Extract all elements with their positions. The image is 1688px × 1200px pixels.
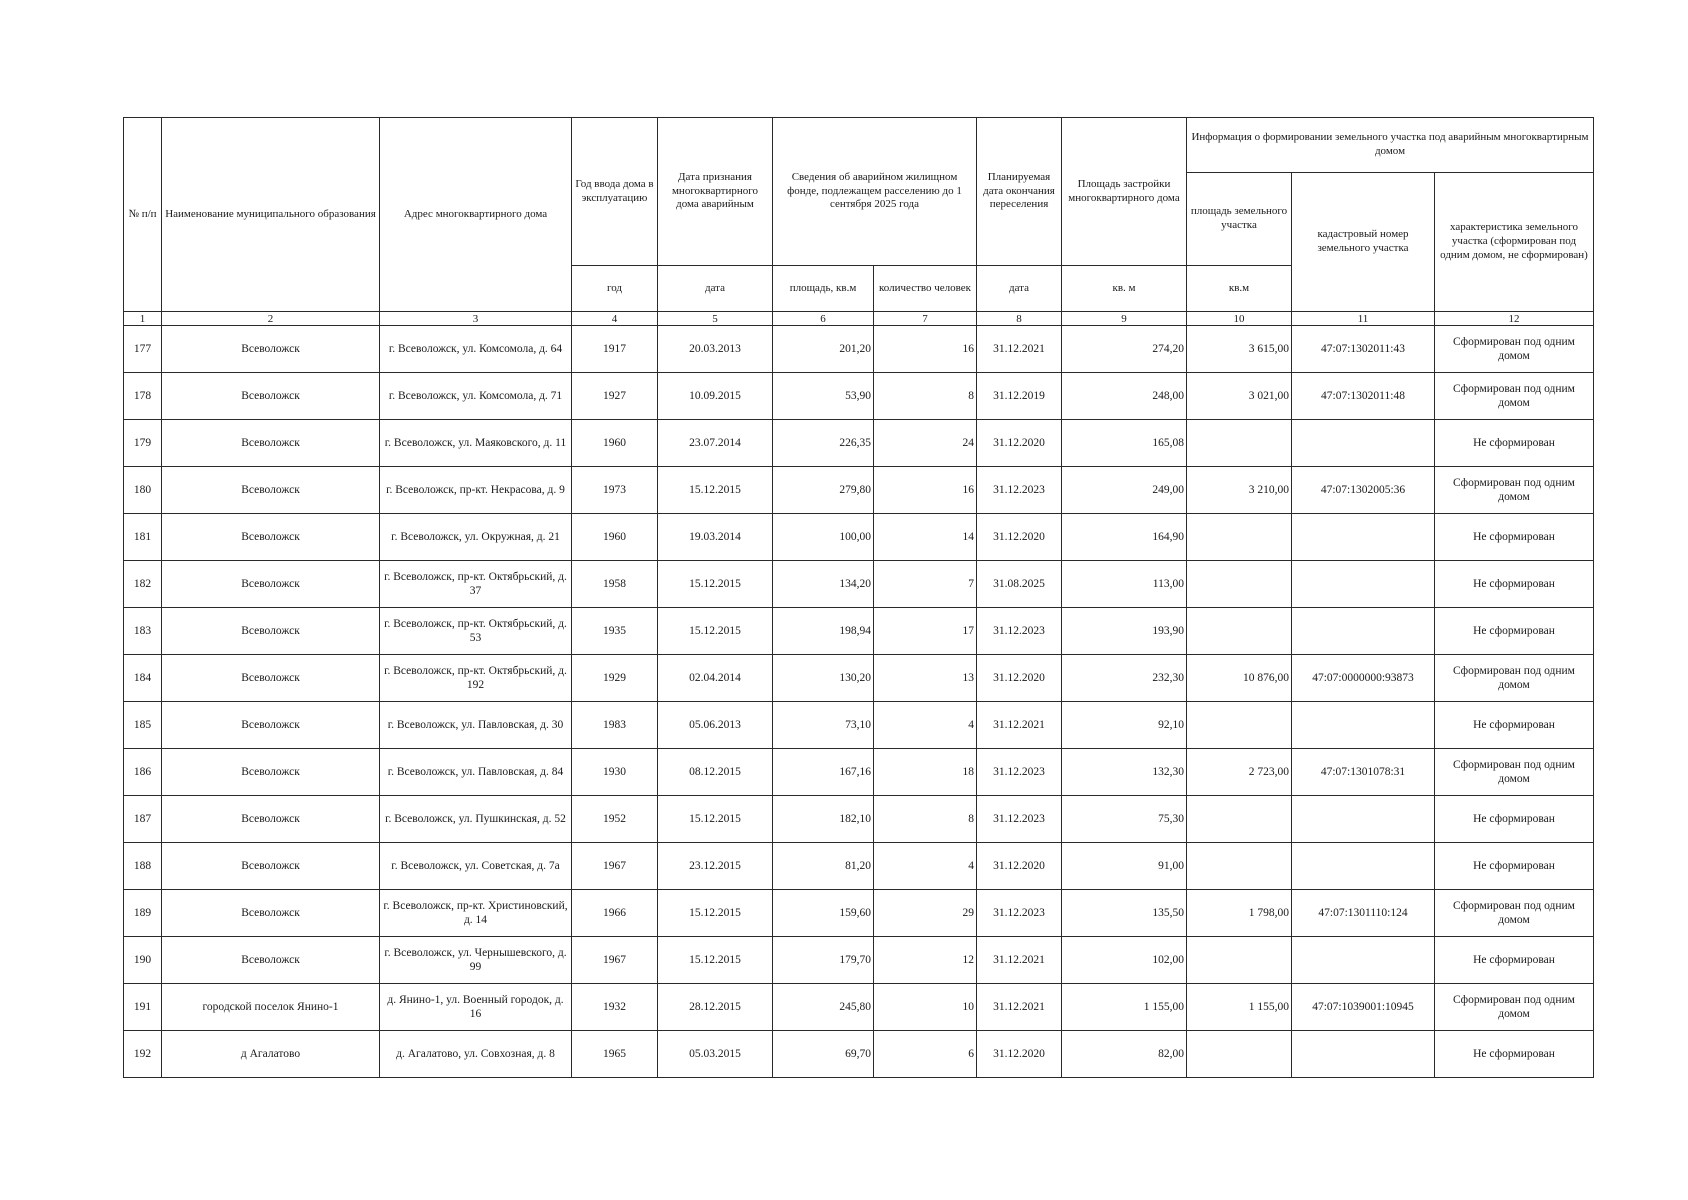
cell-municipality: д Агалатово <box>162 1031 380 1078</box>
table-body <box>124 326 1594 1078</box>
cell-date: 15.12.2015 <box>658 937 773 984</box>
column-number: 9 <box>1062 312 1187 326</box>
cell-num: 181 <box>124 514 162 561</box>
cell-build-area: 164,90 <box>1062 514 1187 561</box>
cell-planned: 31.12.2023 <box>977 749 1062 796</box>
table-row <box>124 420 1594 467</box>
cell-people: 4 <box>874 702 977 749</box>
cell-area: 159,60 <box>773 890 874 937</box>
cell-land-status: Сформирован под одним домом <box>1435 890 1594 937</box>
cell-municipality: Всеволожск <box>162 702 380 749</box>
table-row <box>124 796 1594 843</box>
cell-year: 1932 <box>572 984 658 1031</box>
table-row <box>124 326 1594 373</box>
cell-planned: 31.12.2021 <box>977 937 1062 984</box>
cell-year: 1967 <box>572 937 658 984</box>
cell-land-area <box>1187 420 1292 467</box>
cell-address: г. Всеволожск, пр-кт. Октябрьский, д. 192 <box>380 655 572 702</box>
cell-year: 1927 <box>572 373 658 420</box>
cell-people: 7 <box>874 561 977 608</box>
header-num: № п/п <box>124 118 162 312</box>
cell-municipality: Всеволожск <box>162 373 380 420</box>
unit-planned: дата <box>977 266 1062 312</box>
column-number: 4 <box>572 312 658 326</box>
cell-address: г. Всеволожск, ул. Комсомола, д. 64 <box>380 326 572 373</box>
cell-num: 186 <box>124 749 162 796</box>
cell-year: 1965 <box>572 1031 658 1078</box>
cell-area: 198,94 <box>773 608 874 655</box>
cell-municipality: Всеволожск <box>162 655 380 702</box>
cell-land-status: Не сформирован <box>1435 420 1594 467</box>
cell-area: 73,10 <box>773 702 874 749</box>
header-emergency-fund: Сведения об аварийном жилищном фонде, подлежащем расселению до 1 сентября 2025 года <box>773 118 977 266</box>
unit-land-area: кв.м <box>1187 266 1292 312</box>
cell-people: 14 <box>874 514 977 561</box>
cell-date: 23.12.2015 <box>658 843 773 890</box>
cell-land-status: Сформирован под одним домом <box>1435 984 1594 1031</box>
cell-build-area: 165,08 <box>1062 420 1187 467</box>
cell-cadastral: 47:07:1302005:36 <box>1292 467 1435 514</box>
cell-area: 245,80 <box>773 984 874 1031</box>
cell-build-area: 1 155,00 <box>1062 984 1187 1031</box>
cell-cadastral <box>1292 796 1435 843</box>
table-row <box>124 373 1594 420</box>
header-build-area: Площадь застройки многоквартирного дома <box>1062 118 1187 266</box>
cell-build-area: 248,00 <box>1062 373 1187 420</box>
table-row <box>124 984 1594 1031</box>
cell-num: 189 <box>124 890 162 937</box>
cell-cadastral <box>1292 702 1435 749</box>
table-row <box>124 467 1594 514</box>
cell-num: 184 <box>124 655 162 702</box>
cell-land-status: Сформирован под одним домом <box>1435 326 1594 373</box>
cell-address: г. Всеволожск, ул. Маяковского, д. 11 <box>380 420 572 467</box>
cell-date: 15.12.2015 <box>658 608 773 655</box>
cell-build-area: 113,00 <box>1062 561 1187 608</box>
cell-num: 182 <box>124 561 162 608</box>
cell-year: 1935 <box>572 608 658 655</box>
cell-cadastral <box>1292 420 1435 467</box>
cell-year: 1973 <box>572 467 658 514</box>
cell-cadastral: 47:07:1301110:124 <box>1292 890 1435 937</box>
header-land-info: Информация о формировании земельного участка под аварийным многоквартирным домом <box>1187 118 1594 173</box>
cell-municipality: Всеволожск <box>162 796 380 843</box>
cell-num: 188 <box>124 843 162 890</box>
cell-municipality: Всеволожск <box>162 890 380 937</box>
cell-cadastral: 47:07:1302011:48 <box>1292 373 1435 420</box>
cell-land-area <box>1187 1031 1292 1078</box>
cell-planned: 31.12.2021 <box>977 984 1062 1031</box>
cell-land-area: 10 876,00 <box>1187 655 1292 702</box>
cell-people: 16 <box>874 467 977 514</box>
cell-land-status: Не сформирован <box>1435 561 1594 608</box>
cell-planned: 31.12.2021 <box>977 702 1062 749</box>
cell-municipality: Всеволожск <box>162 608 380 655</box>
cell-land-status: Сформирован под одним домом <box>1435 467 1594 514</box>
header-land-area: площадь земельного участка <box>1187 173 1292 266</box>
column-number: 5 <box>658 312 773 326</box>
cell-cadastral: 47:07:1301078:31 <box>1292 749 1435 796</box>
cell-land-status: Сформирован под одним домом <box>1435 655 1594 702</box>
cell-land-area: 3 210,00 <box>1187 467 1292 514</box>
cell-build-area: 102,00 <box>1062 937 1187 984</box>
table-row <box>124 843 1594 890</box>
cell-cadastral <box>1292 561 1435 608</box>
cell-land-status: Не сформирован <box>1435 514 1594 561</box>
column-number-row <box>124 312 1594 326</box>
column-number: 8 <box>977 312 1062 326</box>
table-row <box>124 749 1594 796</box>
cell-municipality: Всеволожск <box>162 420 380 467</box>
cell-municipality: Всеволожск <box>162 561 380 608</box>
cell-land-area <box>1187 843 1292 890</box>
column-number: 11 <box>1292 312 1435 326</box>
cell-date: 15.12.2015 <box>658 890 773 937</box>
cell-people: 12 <box>874 937 977 984</box>
cell-planned: 31.12.2023 <box>977 890 1062 937</box>
cell-address: д. Агалатово, ул. Совхозная, д. 8 <box>380 1031 572 1078</box>
column-number: 10 <box>1187 312 1292 326</box>
cell-date: 20.03.2013 <box>658 326 773 373</box>
cell-year: 1958 <box>572 561 658 608</box>
cell-address: г. Всеволожск, пр-кт. Октябрьский, д. 53 <box>380 608 572 655</box>
cell-municipality: Всеволожск <box>162 937 380 984</box>
cell-address: г. Всеволожск, ул. Павловская, д. 84 <box>380 749 572 796</box>
cell-planned: 31.12.2020 <box>977 514 1062 561</box>
cell-year: 1917 <box>572 326 658 373</box>
cell-land-status: Не сформирован <box>1435 702 1594 749</box>
cell-cadastral <box>1292 608 1435 655</box>
unit-year: год <box>572 266 658 312</box>
cell-date: 08.12.2015 <box>658 749 773 796</box>
cell-date: 05.06.2013 <box>658 702 773 749</box>
cell-land-status: Сформирован под одним домом <box>1435 749 1594 796</box>
cell-address: г. Всеволожск, ул. Комсомола, д. 71 <box>380 373 572 420</box>
header-municipality: Наименование муниципального образования <box>162 118 380 312</box>
cell-build-area: 132,30 <box>1062 749 1187 796</box>
cell-address: г. Всеволожск, ул. Окружная, д. 21 <box>380 514 572 561</box>
cell-people: 8 <box>874 373 977 420</box>
cell-municipality: Всеволожск <box>162 843 380 890</box>
cell-build-area: 193,90 <box>1062 608 1187 655</box>
header-planned-date: Планируемая дата окончания переселения <box>977 118 1062 266</box>
cell-land-area: 2 723,00 <box>1187 749 1292 796</box>
cell-area: 81,20 <box>773 843 874 890</box>
cell-land-status: Не сформирован <box>1435 608 1594 655</box>
cell-area: 100,00 <box>773 514 874 561</box>
cell-planned: 31.08.2025 <box>977 561 1062 608</box>
cell-build-area: 92,10 <box>1062 702 1187 749</box>
cell-land-area <box>1187 514 1292 561</box>
table-row <box>124 890 1594 937</box>
cell-address: г. Всеволожск, пр-кт. Некрасова, д. 9 <box>380 467 572 514</box>
cell-area: 53,90 <box>773 373 874 420</box>
cell-year: 1960 <box>572 420 658 467</box>
cell-planned: 31.12.2023 <box>977 608 1062 655</box>
cell-area: 130,20 <box>773 655 874 702</box>
cell-people: 4 <box>874 843 977 890</box>
table-row <box>124 1031 1594 1078</box>
cell-cadastral <box>1292 514 1435 561</box>
cell-area: 182,10 <box>773 796 874 843</box>
header-year-built: Год ввода дома в эксплуатацию <box>572 118 658 266</box>
cell-municipality: городской поселок Янино-1 <box>162 984 380 1031</box>
column-number: 6 <box>773 312 874 326</box>
table-row <box>124 608 1594 655</box>
cell-municipality: Всеволожск <box>162 749 380 796</box>
cell-area: 179,70 <box>773 937 874 984</box>
header-recognition-date: Дата признания многоквартирного дома аварийным <box>658 118 773 266</box>
cell-cadastral: 47:07:0000000:93873 <box>1292 655 1435 702</box>
cell-build-area: 274,20 <box>1062 326 1187 373</box>
header-address: Адрес многоквартирного дома <box>380 118 572 312</box>
cell-date: 15.12.2015 <box>658 561 773 608</box>
cell-year: 1967 <box>572 843 658 890</box>
table-row <box>124 655 1594 702</box>
cell-year: 1930 <box>572 749 658 796</box>
cell-address: г. Всеволожск, пр-кт. Христиновский, д. 14 <box>380 890 572 937</box>
cell-year: 1983 <box>572 702 658 749</box>
cell-people: 10 <box>874 984 977 1031</box>
cell-land-area: 1 155,00 <box>1187 984 1292 1031</box>
cell-municipality: Всеволожск <box>162 467 380 514</box>
cell-municipality: Всеволожск <box>162 326 380 373</box>
cell-people: 24 <box>874 420 977 467</box>
cell-build-area: 135,50 <box>1062 890 1187 937</box>
cell-land-area <box>1187 702 1292 749</box>
cell-people: 17 <box>874 608 977 655</box>
cell-cadastral: 47:07:1039001:10945 <box>1292 984 1435 1031</box>
cell-build-area: 75,30 <box>1062 796 1187 843</box>
cell-people: 16 <box>874 326 977 373</box>
cell-date: 28.12.2015 <box>658 984 773 1031</box>
cell-num: 187 <box>124 796 162 843</box>
cell-year: 1929 <box>572 655 658 702</box>
cell-planned: 31.12.2019 <box>977 373 1062 420</box>
cell-area: 69,70 <box>773 1031 874 1078</box>
cell-planned: 31.12.2023 <box>977 467 1062 514</box>
cell-num: 178 <box>124 373 162 420</box>
cell-cadastral <box>1292 1031 1435 1078</box>
cell-build-area: 91,00 <box>1062 843 1187 890</box>
cell-num: 185 <box>124 702 162 749</box>
cell-num: 177 <box>124 326 162 373</box>
cell-num: 191 <box>124 984 162 1031</box>
cell-people: 8 <box>874 796 977 843</box>
cell-date: 15.12.2015 <box>658 467 773 514</box>
column-number: 1 <box>124 312 162 326</box>
cell-planned: 31.12.2020 <box>977 655 1062 702</box>
cell-land-area: 1 798,00 <box>1187 890 1292 937</box>
cell-year: 1966 <box>572 890 658 937</box>
cell-land-area <box>1187 608 1292 655</box>
cell-year: 1952 <box>572 796 658 843</box>
column-number: 2 <box>162 312 380 326</box>
cell-year: 1960 <box>572 514 658 561</box>
emergency-housing-table <box>123 117 1594 1078</box>
cell-planned: 31.12.2021 <box>977 326 1062 373</box>
cell-land-area <box>1187 561 1292 608</box>
cell-land-status: Не сформирован <box>1435 796 1594 843</box>
column-number: 7 <box>874 312 977 326</box>
table-header <box>124 118 1594 326</box>
cell-date: 19.03.2014 <box>658 514 773 561</box>
cell-date: 15.12.2015 <box>658 796 773 843</box>
table-row <box>124 514 1594 561</box>
cell-land-status: Не сформирован <box>1435 937 1594 984</box>
cell-date: 23.07.2014 <box>658 420 773 467</box>
cell-address: г. Всеволожск, ул. Павловская, д. 30 <box>380 702 572 749</box>
cell-address: г. Всеволожск, пр-кт. Октябрьский, д. 37 <box>380 561 572 608</box>
unit-area: площадь, кв.м <box>773 266 874 312</box>
cell-date: 05.03.2015 <box>658 1031 773 1078</box>
cell-area: 279,80 <box>773 467 874 514</box>
cell-build-area: 82,00 <box>1062 1031 1187 1078</box>
cell-num: 192 <box>124 1031 162 1078</box>
cell-people: 18 <box>874 749 977 796</box>
unit-build-area: кв. м <box>1062 266 1187 312</box>
header-land-status: характеристика земельного участка (сформирован под одним домом, не сформирован) <box>1435 173 1594 312</box>
cell-people: 29 <box>874 890 977 937</box>
cell-area: 226,35 <box>773 420 874 467</box>
unit-date: дата <box>658 266 773 312</box>
cell-land-area: 3 021,00 <box>1187 373 1292 420</box>
unit-people: количество человек <box>874 266 977 312</box>
cell-people: 6 <box>874 1031 977 1078</box>
cell-cadastral: 47:07:1302011:43 <box>1292 326 1435 373</box>
cell-land-area: 3 615,00 <box>1187 326 1292 373</box>
table-row <box>124 561 1594 608</box>
cell-build-area: 232,30 <box>1062 655 1187 702</box>
cell-address: д. Янино-1, ул. Военный городок, д. 16 <box>380 984 572 1031</box>
cell-planned: 31.12.2020 <box>977 843 1062 890</box>
cell-area: 167,16 <box>773 749 874 796</box>
cell-num: 179 <box>124 420 162 467</box>
cell-area: 201,20 <box>773 326 874 373</box>
cell-people: 13 <box>874 655 977 702</box>
cell-address: г. Всеволожск, ул. Пушкинская, д. 52 <box>380 796 572 843</box>
cell-land-status: Не сформирован <box>1435 1031 1594 1078</box>
cell-cadastral <box>1292 937 1435 984</box>
cell-planned: 31.12.2020 <box>977 420 1062 467</box>
cell-address: г. Всеволожск, ул. Чернышевского, д. 99 <box>380 937 572 984</box>
cell-municipality: Всеволожск <box>162 514 380 561</box>
cell-build-area: 249,00 <box>1062 467 1187 514</box>
cell-num: 190 <box>124 937 162 984</box>
cell-num: 180 <box>124 467 162 514</box>
table-row <box>124 937 1594 984</box>
column-number: 3 <box>380 312 572 326</box>
cell-cadastral <box>1292 843 1435 890</box>
cell-date: 02.04.2014 <box>658 655 773 702</box>
cell-address: г. Всеволожск, ул. Советская, д. 7а <box>380 843 572 890</box>
cell-date: 10.09.2015 <box>658 373 773 420</box>
cell-land-status: Не сформирован <box>1435 843 1594 890</box>
cell-planned: 31.12.2020 <box>977 1031 1062 1078</box>
column-number: 12 <box>1435 312 1594 326</box>
cell-land-status: Сформирован под одним домом <box>1435 373 1594 420</box>
table-row <box>124 702 1594 749</box>
cell-land-area <box>1187 796 1292 843</box>
cell-area: 134,20 <box>773 561 874 608</box>
cell-land-area <box>1187 937 1292 984</box>
cell-planned: 31.12.2023 <box>977 796 1062 843</box>
header-cadastral: кадастровый номер земельного участка <box>1292 173 1435 312</box>
cell-num: 183 <box>124 608 162 655</box>
